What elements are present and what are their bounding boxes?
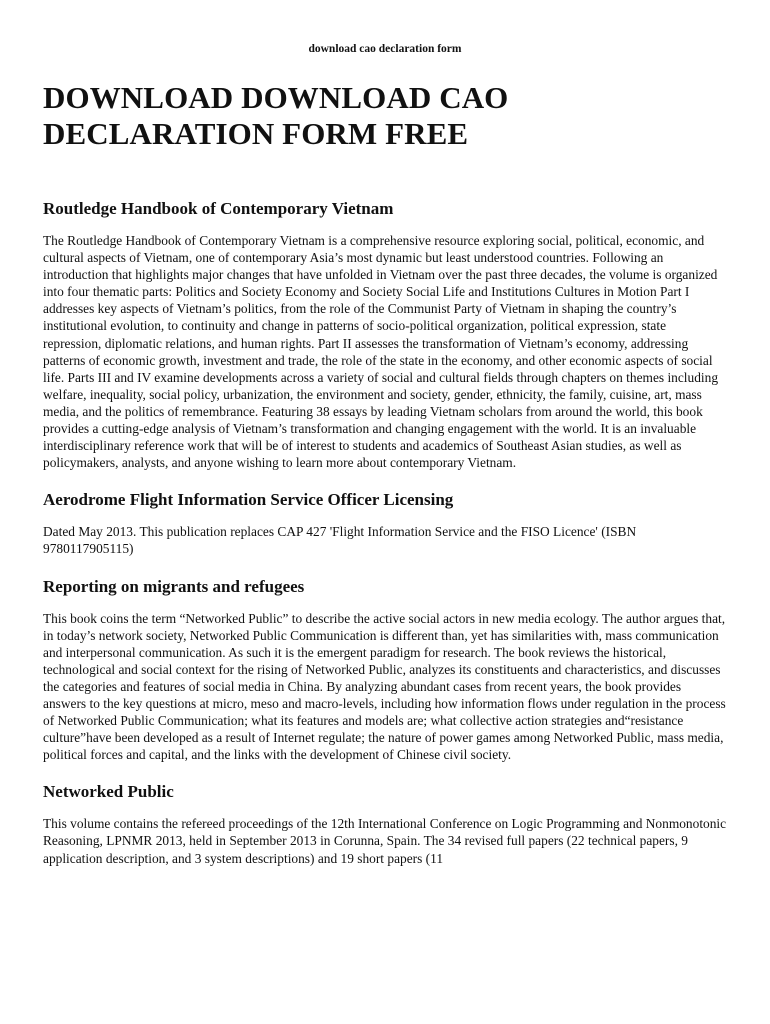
- section-reporting-migrants: [43, 576, 727, 764]
- section-routledge-handbook: [43, 198, 727, 471]
- running-header: download cao declaration form: [308, 43, 462, 55]
- section-heading: Networked Public: [43, 782, 174, 802]
- section-heading: Aerodrome Flight Information Service Officer Licensing: [43, 490, 454, 510]
- section-paragraph: The Routledge Handbook of Contemporary Vietnam is a comprehensive resource exploring social, political, economic, and cultural aspects of Vietnam, one of contemporary Asia’s most dynamic but least understood countries. Following an introduction that highlights major changes that have unfolded in Vietnam over the past three decades, the volume is organized into four thematic parts: Politics and Society Economy and Society Social Life and Institutions Cultures in Motion Part I addresses key aspects of Vietnam’s politics, from the role of the Communist Party of Vietnam in shaping the country’s institutional evolution, to continuity and change in patterns of socio-political organization, political expression, state repression, diplomatic relations, and human rights. Part II assesses the transformation of Vietnam’s economy, addressing patterns of economic growth, investment and trade, the role of the state in the economy, and other economic aspects of social life. Parts III and IV examine developments across a variety of social and cultural fields through chapters on themes including welfare, inequality, social policy, urbanization, the environment and society, gender, ethnicity, the family, cuisine, art, mass media, and the politics of remembrance. Featuring 38 essays by leading Vietnam scholars from around the world, this book provides a cutting-edge analysis of Vietnam’s transformation and changing engagement with the world. It is an invaluable interdisciplinary reference work that will be of interest to students and academics of Southeast Asian studies, as well as policymakers, analysts, and anyone wishing to learn more about contemporary Vietnam.: [43, 233, 719, 471]
- section-heading: Routledge Handbook of Contemporary Vietnam: [43, 199, 394, 218]
- page-title: DOWNLOAD DOWNLOAD CAO DECLARATION FORM FREE: [43, 80, 509, 151]
- section-paragraph: This volume contains the refereed proceedings of the 12th International Conference on Logic Programming and Nonmonotonic Reasoning, LPNMR 2013, held in September 2013 in Corunna, Spain. The 34 revised full papers (22 technical papers, 9 application description, and 3 system descriptions) and 19 short papers (11: [43, 816, 727, 866]
- section-aerodrome-fiso: [43, 489, 727, 557]
- section-paragraph: Dated May 2013. This publication replaces CAP 427 'Flight Information Service and the FISO Licence' (ISBN 9780117905115): [43, 524, 637, 557]
- section-networked-public: [43, 781, 727, 866]
- document-body: [43, 198, 727, 885]
- section-paragraph: This book coins the term “Networked Public” to describe the active social actors in new media ecology. The author argues that, in today’s network society, Networked Public Communication is different than, yet has similarities with, mass communication and interpersonal communication. As such it is the emergent paradigm for research. The book reviews the historical, technological and social context for the rising of Networked Public, analyzes its constituents and characteristics, and discusses the categories and features of social media in China. By analyzing abundant cases from recent years, the book provides answers to the key questions at micro, meso and macro-levels, including how information flows under regulation in the process of Networked Public Communication; what its features and models are; what collective action strategies and“resistance culture”have been developed as a result of Internet regulate; the nature of power games among Networked Public, mass media, political forces and capital, and the links with the development of Chinese civil society.: [43, 610, 726, 763]
- section-heading: Reporting on migrants and refugees: [43, 576, 305, 596]
